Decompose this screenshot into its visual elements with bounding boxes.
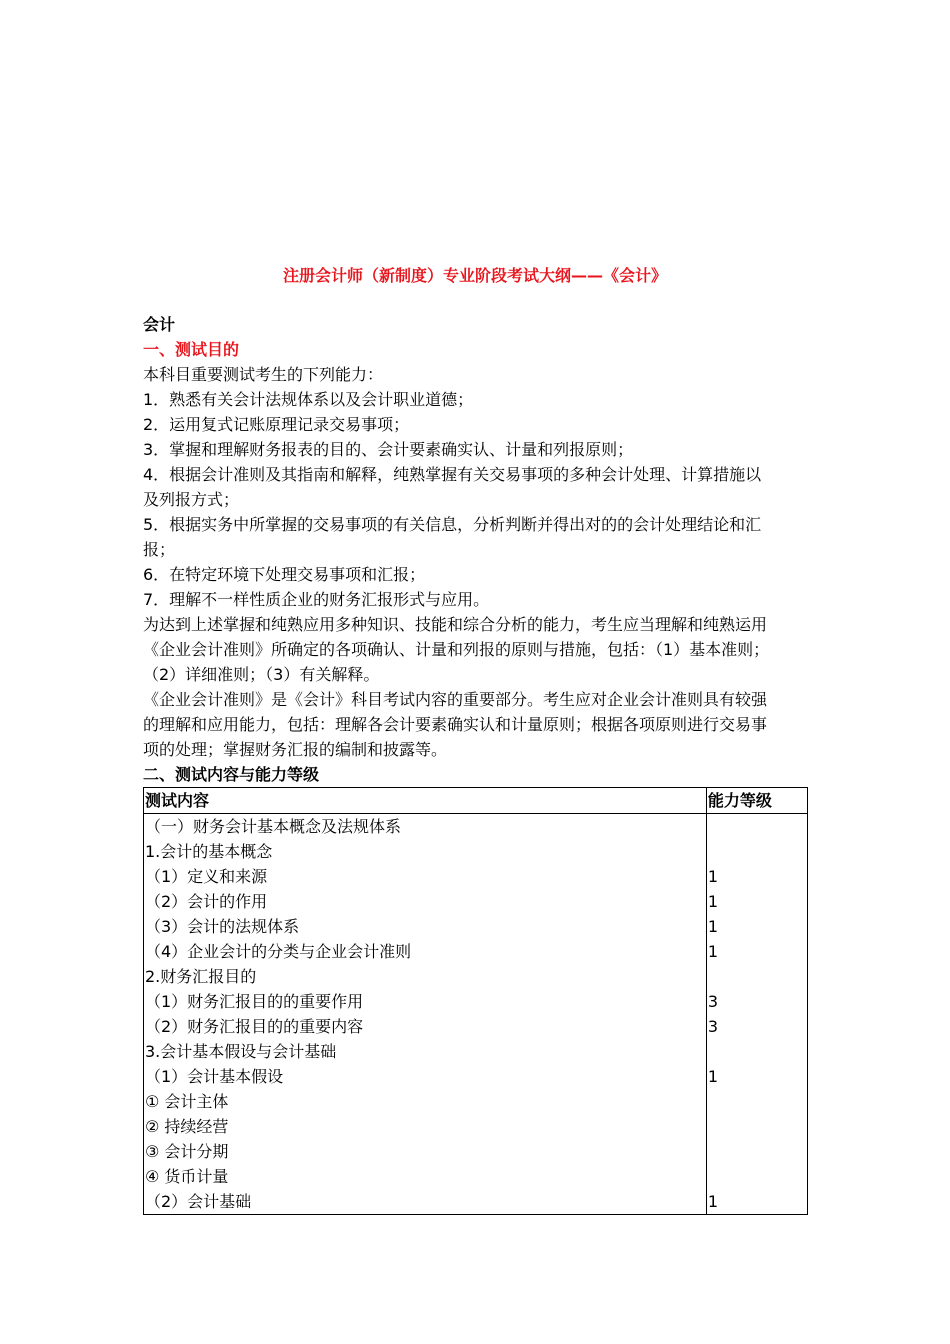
content-item: （2）财务汇报目的的重要内容 bbox=[145, 1017, 364, 1036]
level-value bbox=[708, 1039, 807, 1064]
level-value: 1 bbox=[707, 892, 719, 911]
content-item: （1）定义和来源 bbox=[145, 867, 268, 886]
content-item: （1）财务汇报目的的重要作用 bbox=[145, 992, 364, 1011]
content-item: （2）会计基础 bbox=[145, 1192, 252, 1211]
section-1-line: 报； bbox=[143, 540, 176, 559]
section-1-line: （2）详细准则；（3）有关解释。 bbox=[143, 665, 380, 684]
level-value bbox=[708, 839, 807, 864]
subject-heading: 会计 bbox=[143, 315, 176, 334]
level-value: 3 bbox=[707, 992, 719, 1011]
table-header-row bbox=[144, 788, 808, 814]
level-value: 3 bbox=[707, 1017, 719, 1036]
section-1-line: 本科目重要测试考生的下列能力： bbox=[143, 365, 384, 384]
table-body-row bbox=[144, 814, 808, 1215]
level-value: 1 bbox=[707, 867, 719, 886]
section-1-line: 6．在特定环境下处理交易事项和汇报； bbox=[143, 565, 426, 584]
level-value: 1 bbox=[707, 1067, 719, 1086]
content-item: 1.会计的基本概念 bbox=[145, 842, 273, 861]
section-1-heading: 一、测试目的 bbox=[143, 340, 240, 359]
content-item: 3.会计基本假设与会计基础 bbox=[145, 1042, 337, 1061]
section-2-heading: 二、测试内容与能力等级 bbox=[143, 765, 320, 784]
content-item: （1）会计基本假设 bbox=[145, 1067, 284, 1086]
section-1-line: 项的处理；掌握财务汇报的编制和披露等。 bbox=[143, 740, 448, 759]
section-1-line: 2．运用复式记账原理记录交易事项； bbox=[143, 415, 410, 434]
level-value: 1 bbox=[707, 1192, 719, 1211]
page-title: 注册会计师（新制度）专业阶段考试大纲——《会计》 bbox=[282, 266, 667, 285]
section-1-line: 5．根据实务中所掌握的交易事项的有关信息，分析判断并得出对的的会计处理结论和汇 bbox=[143, 515, 762, 534]
content-item: ③ 会计分期 bbox=[145, 1142, 229, 1161]
content-item: （一）财务会计基本概念及法规体系 bbox=[145, 817, 402, 836]
content-item: （2）会计的作用 bbox=[145, 892, 268, 911]
level-cell bbox=[706, 814, 807, 1215]
content-item: ② 持续经营 bbox=[145, 1117, 229, 1136]
level-value bbox=[708, 1114, 807, 1139]
section-1-line: 1．熟悉有关会计法规体系以及会计职业道德； bbox=[143, 390, 474, 409]
level-value: 1 bbox=[707, 917, 719, 936]
section-1-line: 7．理解不一样性质企业的财务汇报形式与应用。 bbox=[143, 590, 490, 609]
section-1-line: 的理解和应用能力，包括：理解各会计要素确实认和计量原则；根据各项原则进行交易事 bbox=[143, 715, 768, 734]
section-1-line: 《企业会计准则》是《会计》科目考试内容的重要部分。考生应对企业会计准则具有较强 bbox=[143, 690, 768, 709]
level-value bbox=[708, 964, 807, 989]
content-item: （4）企业会计的分类与企业会计准则 bbox=[145, 942, 412, 961]
level-value bbox=[708, 1139, 807, 1164]
level-value bbox=[708, 1089, 807, 1114]
section-1-line: 为达到上述掌握和纯熟应用多种知识、技能和综合分析的能力，考生应当理解和纯熟运用 bbox=[143, 615, 768, 634]
content-cell bbox=[144, 814, 707, 1215]
section-1-line: 3．掌握和理解财务报表的目的、会计要素确实认、计量和列报原则； bbox=[143, 440, 634, 459]
header-content: 测试内容 bbox=[144, 788, 707, 814]
content-item: 2.财务汇报目的 bbox=[145, 967, 257, 986]
content-item: （3）会计的法规体系 bbox=[145, 917, 300, 936]
section-1-line: 4．根据会计准则及其指南和解释，纯熟掌握有关交易事项的多种会计处理、计算措施以 bbox=[143, 465, 762, 484]
level-value bbox=[708, 1164, 807, 1189]
document-body bbox=[143, 312, 808, 1215]
content-item: ① 会计主体 bbox=[145, 1092, 229, 1111]
level-value: 1 bbox=[707, 942, 719, 961]
outline-table bbox=[143, 787, 808, 1215]
header-level: 能力等级 bbox=[706, 788, 807, 814]
section-1-line: 《企业会计准则》所确定的各项确认、计量和列报的原则与措施，包括：（1）基本准则； bbox=[143, 640, 770, 659]
content-item: ④ 货币计量 bbox=[145, 1167, 229, 1186]
level-value bbox=[708, 814, 807, 839]
section-1-line: 及列报方式； bbox=[143, 490, 240, 509]
